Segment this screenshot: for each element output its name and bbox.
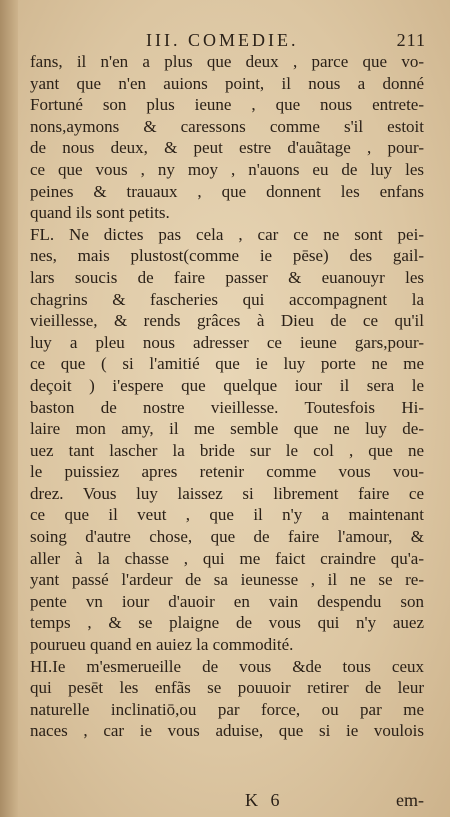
running-header (60, 30, 426, 52)
text-line: ce que ( si l'amitié que ie luy porte ne me (30, 354, 424, 374)
text-line: deçoit ) i'espere que quelque iour il sera le (30, 375, 424, 395)
text-line: luy a pleu nous adresser ce ieune gars,pour- (30, 332, 424, 352)
page-gutter (0, 0, 18, 817)
text-line: yant passé l'ardeur de sa ieunesse , il ne se re- (30, 570, 424, 590)
text-line: uez tant lascher la bride sur le col , que ne (30, 440, 424, 460)
text-line: laire mon amy, il me semble que ne luy de- (30, 419, 424, 439)
text-line: naces , car ie vous aduise, que si ie voulois (30, 721, 424, 741)
text-line: yant que n'en auions point, il nous a donné (30, 73, 424, 93)
page-footer (30, 790, 424, 812)
text-line: ce que il veut , que il n'y a maintenant (30, 505, 424, 525)
text-line: nes, mais plustost(comme ie pēse) des gail- (30, 246, 424, 266)
text-line: temps , & se plaigne de vous qui n'y auez (30, 613, 424, 633)
text-line: soing d'autre chose, que de faire l'amour, & (30, 527, 424, 547)
text-line: fans, il n'en a plus que deux , parce que vo- (30, 52, 424, 71)
text-line: vieillesse, & rends grâces à Dieu de ce qu'il (30, 311, 424, 331)
catchword: em- (396, 790, 424, 810)
speaker-line-hi: HI.Ie m'esmerueille de vous &de tous ceux (30, 656, 424, 676)
text-line: chagrins & fascheries qui accompagnent la (30, 289, 424, 309)
text-line: ce que vous , ny moy , n'auons eu de luy les (30, 159, 424, 179)
text-line: aller à la chasse , qui me faict craindre qu'a- (30, 548, 424, 568)
text-line: drez. Vous luy laissez si librement faire ce (30, 483, 424, 503)
page-number: 211 (396, 30, 426, 50)
text-line: de nous deux, & peut estre d'auãtage , pour- (30, 138, 424, 158)
text-line: nons,aymons & caressons comme s'il estoit (30, 116, 424, 136)
body-text (30, 51, 424, 742)
text-line: pente vn iour d'auoir en vain despendu son (30, 591, 424, 611)
speaker-line-fl: FL. Ne dictes pas cela , car ce ne sont pei- (30, 224, 424, 244)
text-line: peines & trauaux , que donnent les enfans (30, 181, 424, 201)
text-line: qui pesēt les enfãs se pouuoir retirer de leur (30, 678, 424, 698)
signature-mark: K 6 (245, 790, 284, 810)
text-line: baston de nostre vieillesse. Toutesfois Hi- (30, 397, 424, 417)
text-line: lars soucis de faire passer & euanouyr les (30, 267, 424, 287)
running-title: III. COMEDIE. (146, 30, 299, 50)
text-line: naturelle inclinatiō,ou par force, ou par me (30, 699, 424, 719)
text-line: Fortuné son plus ieune , que nous entrete- (30, 95, 424, 115)
text-line: pourueu quand en auiez la commodité. (30, 635, 294, 655)
text-line: le puissiez apres retenir comme vous vou- (30, 462, 424, 482)
text-line: quand ils sont petits. (30, 203, 170, 223)
